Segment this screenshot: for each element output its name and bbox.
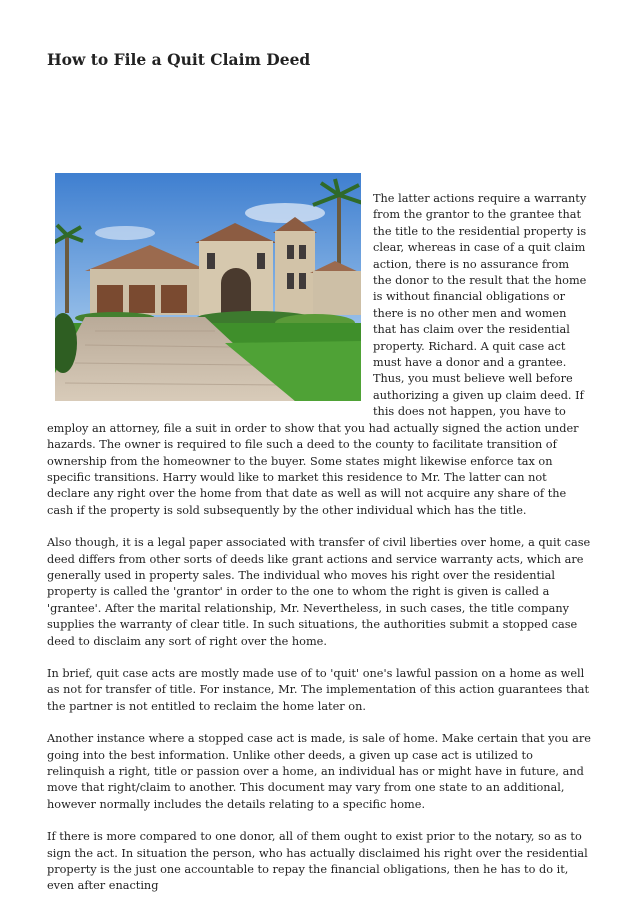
paragraph-2: Also though, it is a legal paper associated with transfer of civil liberties over home, a quit case deed differs from other sorts of deeds like grant actions and service warranty acts, which are generally used in property sales. The individual who moves his right over the residential property is called the 'grantor' in order to the one to whom the right is given is called a 'grantee'. After the marital relationship, Mr. Nevertheless, in such cases, the title company supplies the warranty of clear title. In such situations, the authorities submit a stopped case deed to disclaim any sort of right over the home.: [47, 536, 591, 648]
paragraph-5: If there is more compared to one donor, all of them ought to exist prior to the notary, so as to sign the act. In situation the person, who has actually disclaimed his right over the residential property is the just one accountable to repay the financial obligations, then he has to do it, even after enacting: [47, 830, 588, 893]
house-illustration: [55, 173, 361, 401]
paragraph-1: The latter actions require a warranty from the grantor to the grantee that the title to the residential property is clear, whereas in case of a quit claim action, there is no assurance from the donor to the result that the home is without financial obligations or there is no other men and women that has claim over the residential property. Richard. A quit case act must have a donor and a grantee. Thus, you must believe well before authorizing a given up claim deed. If this does not happen, you have to employ an attorney, file a suit in order to show that you had actually signed the action under hazards. The owner is required to file such a deed to the county to facilitate transition of ownership from the homeowner to the buyer. Some states might likewise enforce tax on specific transitions. Harry would like to market this residence to Mr. The latter can not declare any right over the home from that date as well as will not acquire any share of the cash if the property is sold subsequently by the other individual which has the title.: [47, 192, 587, 517]
paragraph-3: In brief, quit case acts are mostly made use of to 'quit' one's lawful passion on a home as well as not for transfer of title. For instance, Mr. The implementation of this action guarantees that the partner is not entitled to reclaim the home later on.: [47, 666, 590, 713]
document-body: [47, 191, 591, 911]
document-title: How to File a Quit Claim Deed: [47, 50, 311, 69]
paragraph-4: Another instance where a stopped case act is made, is sale of home. Make certain that you are going into the best information. Unlike other deeds, a given up case act is utilized to relinquish a right, title or passion over a home, an individual has or might have in future, and move that right/claim to another. This document may vary from one state to an additional, however normally includes the details relating to a specific home.: [47, 732, 591, 811]
house-photo: [55, 173, 361, 401]
